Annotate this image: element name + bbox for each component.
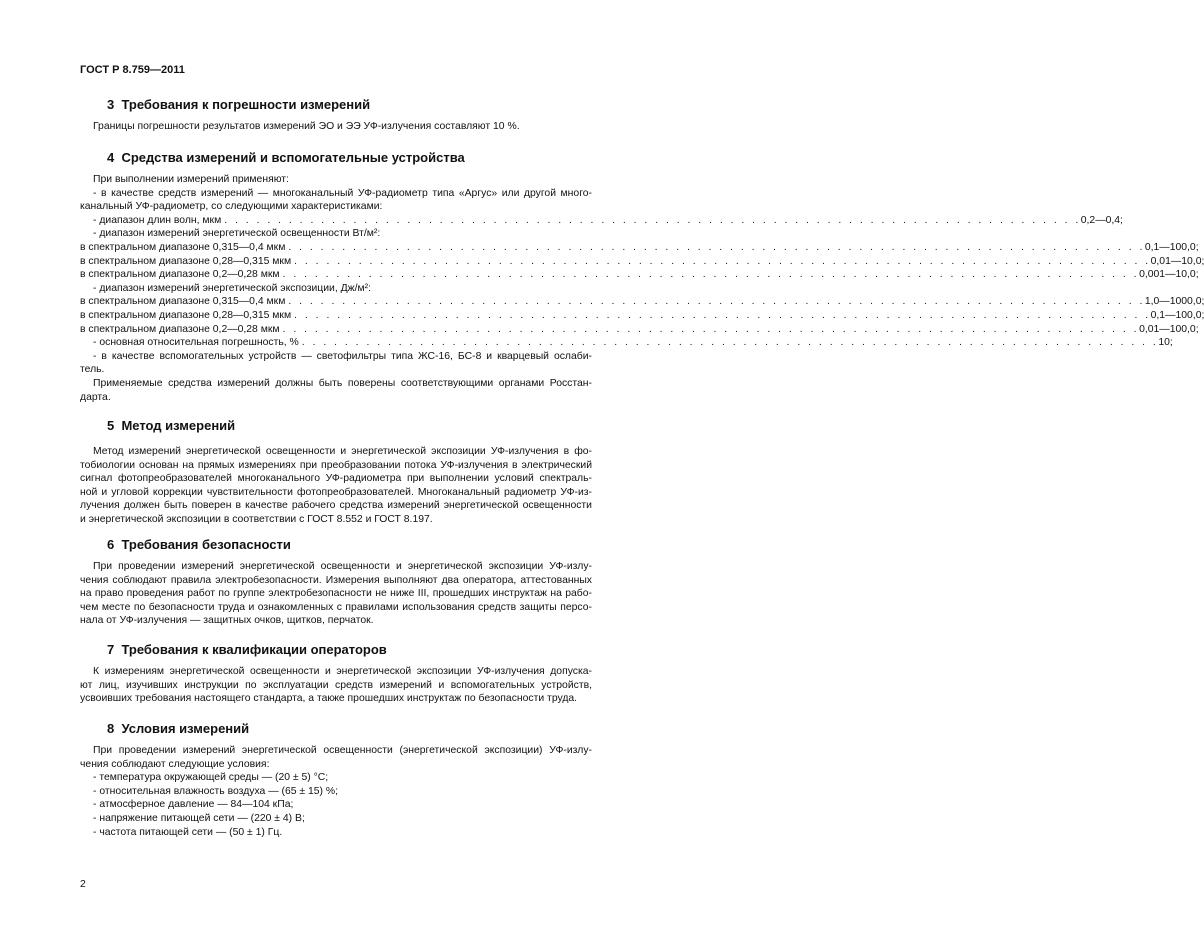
spec-label: в спектральном диапазоне 0,28—0,315 мкм [80,255,292,267]
paragraph-line: ют лиц, изучивших инструкции по эксплуатации средств измерений и вспомогательных устройств, [80,679,592,691]
section-heading: 5 Метод измерений [107,418,236,433]
section-heading: 8 Условия измерений [107,721,250,736]
dot-leader: . . . . . . . . . . . . . . . . . . . . . . . . . . . . . . . . . . . . . . . . . . . . . . . . . . . . . . . . . . . . . . . . . . . . . . . . . . . . . . . . [294,309,1151,321]
spec-row [80,268,1199,282]
paragraph-line: лучения должен быть поверен в качестве рабочего средства измерений энергетической освещенности [80,500,592,512]
spec-row [80,214,1123,228]
list-item: - частота питающей сети — (50 ± 1) Гц. [93,826,283,838]
spec-label: в спектральном диапазоне 0,315—0,4 мкм [80,296,286,308]
spec-value: 1,0—1000,0; [1144,296,1204,308]
section [80,418,592,527]
dot-leader: . . . . . . . . . . . . . . . . . . . . . . . . . . . . . . . . . . . . . . . . . . . . . . . . . . . . . . . . . . . . . . . . . . . . . . . . . . . . . . . . [301,337,1159,349]
paragraph-line: нала от УФ-излучения — защитных очков, щитков, перчаток. [80,615,374,627]
section [80,721,592,839]
paragraph-line: - в качестве средств измерений — многоканальный УФ-радиометр типа «Аргус» или другой много- [93,187,592,199]
list-item: - температура окружающей среды — (20 ± 5) °С; [93,772,329,784]
spec-row [80,323,1199,337]
paragraph-line: - в качестве вспомогательных устройств — светофильтры типа ЖС-16, БС-8 и кварцевый ослаби- [93,350,592,362]
spec-value: 0,01—10,0; [1150,255,1204,267]
section [80,642,592,706]
dot-leader: . . . . . . . . . . . . . . . . . . . . . . . . . . . . . . . . . . . . . . . . . . . . . . . . . . . . . . . . . . . . . . . . . . . . . . . . . . . . . . . . [288,296,1145,308]
spec-value: 0,1—100,0; [1150,309,1204,321]
spec-row [80,255,1204,269]
spec-row [80,309,1204,323]
spec-row [80,227,592,241]
paragraph-line: сигнал фотопреобразователей многоканального УФ-радиометра при выполнении условий спектраль- [80,473,592,485]
section [80,537,592,628]
spec-label: в спектральном диапазоне 0,2—0,28 мкм [80,269,280,281]
spec-label: в спектральном диапазоне 0,315—0,4 мкм [80,241,286,253]
paragraph-line: Границы погрешности результатов измерений ЭО и ЭЭ УФ-излучения составляют 10 %. [93,121,520,132]
section-heading: 6 Требования безопасности [107,537,291,552]
section [80,150,1204,404]
dot-leader: . . . . . . . . . . . . . . . . . . . . . . . . . . . . . . . . . . . . . . . . . . . . . . . . . . . . . . . . . . . . . . . . . . . . . . . . . . . . . . . . [282,323,1140,335]
paragraph-line: чем месте по безопасности труда и ознакомленных с правилами использования средств защиты персо- [80,601,592,613]
paragraph-line: тобиологии основан на прямых измерениях при преобразовании потока УФ-излучения в электрический [80,459,592,471]
paragraph-line: канальный УФ-радиометр, со следующими характеристиками: [80,201,383,213]
spec-label: - диапазон длин волн, мкм [93,214,222,226]
section-heading: 3 Требования к погрешности измерений [107,97,371,112]
paragraph-line: Метод измерений энергетической освещенности и энергетической экспозиции УФ-излучения в фо- [93,446,592,457]
paragraph-line: К измерениям энергетической освещенности и энергетической экспозиции УФ-излучения допуска- [93,666,592,677]
list-item: - напряжение питающей сети — (220 ± 4) В; [93,812,305,824]
spec-value: 0,001—10,0; [1139,269,1199,281]
spec-value: 10; [1158,337,1173,349]
spec-row [80,336,1173,350]
list-item: - атмосферное давление — 84—104 кПа; [93,799,294,811]
spec-label: - диапазон измерений энергетической экспозиции, Дж/м²: [93,282,372,294]
spec-label: в спектральном диапазоне 0,28—0,315 мкм [80,309,292,321]
paragraph-line: ной и угловой коррекции чувствительности фотопреобразователей. Многоканальный радиометр УФ-из- [80,486,592,498]
dot-leader: . . . . . . . . . . . . . . . . . . . . . . . . . . . . . . . . . . . . . . . . . . . . . . . . . . . . . . . . . . . . . . . . . . . . . . . . . . . . . . . . [282,269,1140,281]
spec-value: 0,01—100,0; [1139,323,1199,335]
paragraph-line: чения соблюдают правила электробезопасности. Измерения выполняют два оператора, аттестованных [80,574,592,586]
section-heading: 7 Требования к квалификации операторов [107,642,387,657]
page-number: 2 [80,879,86,890]
paragraph-line: усвоивших требования настоящего стандарта, а также прошедших инструктаж по безопасности труда. [80,693,578,705]
spec-label: - диапазон измерений энергетической освещенности Вт/м²: [93,228,381,240]
paragraph-line: При выполнении измерений применяют: [93,174,289,185]
spec-row [80,295,1204,309]
spec-label: - основная относительная погрешность, % [93,337,299,349]
paragraph-line: При проведении измерений энергетической освещенности (энергетической экспозиции) УФ-излу- [93,745,592,756]
spec-label: в спектральном диапазоне 0,2—0,28 мкм [80,323,280,335]
dot-leader: . . . . . . . . . . . . . . . . . . . . . . . . . . . . . . . . . . . . . . . . . . . . . . . . . . . . . . . . . . . . . . . . . . . . . . . . . . . . . . . . [224,214,1081,226]
section [80,97,592,134]
spec-row [80,241,1199,255]
dot-leader: . . . . . . . . . . . . . . . . . . . . . . . . . . . . . . . . . . . . . . . . . . . . . . . . . . . . . . . . . . . . . . . . . . . . . . . . . . . . . . . . [294,255,1151,267]
paragraph-line: и энергетической экспозиции в соответствии с ГОСТ 8.552 и ГОСТ 8.197. [80,513,433,525]
section-heading: 4 Средства измерений и вспомогательные устройства [107,150,465,165]
paragraph-line: Применяемые средства измерений должны быть поверены соответствующими органами Росстан- [93,377,592,389]
list-item: - относительная влажность воздуха — (65 ± 15) %; [93,785,339,797]
paragraph-line: тель. [80,364,105,376]
spec-value: 0,2—0,4; [1080,214,1123,226]
paragraph-line: При проведении измерений энергетической освещенности и энергетической экспозиции УФ-излу- [93,561,592,572]
spec-value: 0,1—100,0; [1144,241,1199,253]
spec-row [80,282,592,296]
paragraph-line: на право проведения работ по группе электробезопасности не ниже III, прошедших инструктаж на рабо- [80,588,592,600]
dot-leader: . . . . . . . . . . . . . . . . . . . . . . . . . . . . . . . . . . . . . . . . . . . . . . . . . . . . . . . . . . . . . . . . . . . . . . . . . . . . . . . . [288,241,1145,253]
paragraph-line: дарта. [80,391,111,403]
document-header: ГОСТ Р 8.759—2011 [80,64,185,76]
paragraph-line: чения соблюдают следующие условия: [80,758,270,770]
